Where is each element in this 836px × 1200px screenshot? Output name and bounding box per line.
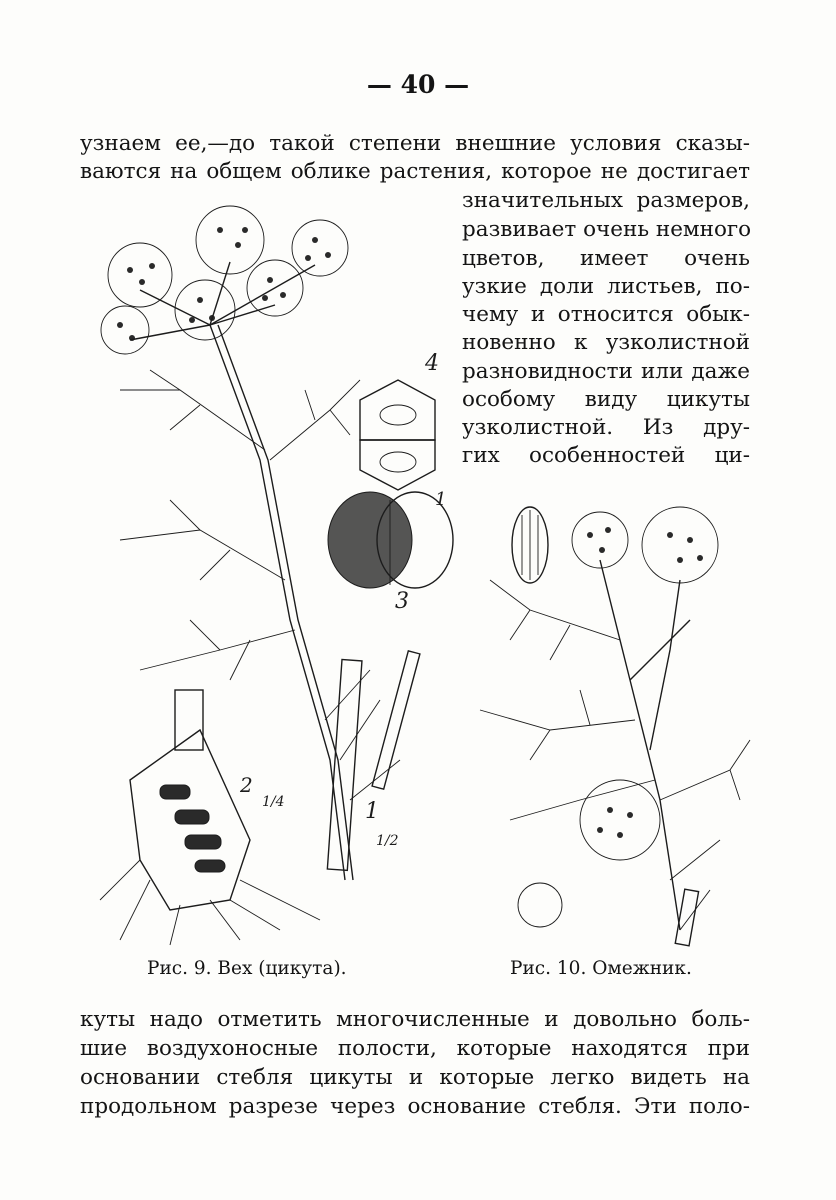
label-3: 3 xyxy=(395,589,409,614)
label-4: 4 xyxy=(425,351,439,376)
leaves xyxy=(480,580,750,930)
text-line: узкие доли листьев, по- xyxy=(462,274,750,299)
stem-segment xyxy=(327,660,362,871)
omezhnik-drawing xyxy=(470,500,760,950)
text-line: основании стебля цикуты и которые легко видеть на xyxy=(80,1065,750,1090)
text-line: продольном разрезе через основание стебля. Эти поло- xyxy=(80,1094,750,1119)
text-line: особому виду цикуты xyxy=(462,387,750,412)
text-line: разновидности или даже xyxy=(462,359,750,384)
text-line: ваются на общем облике растения, которое не достигает xyxy=(80,159,750,184)
umbel-cluster xyxy=(518,507,718,927)
text-line: чему и относится обык- xyxy=(462,302,750,327)
text-line: гих особенностей ци- xyxy=(462,443,750,468)
cicuta-drawing xyxy=(80,200,460,950)
label-half: 1/2 xyxy=(376,833,399,849)
cross-section-detail xyxy=(360,380,435,490)
figure-9-illustration xyxy=(80,200,460,950)
text-line: цветов, имеет очень xyxy=(462,246,750,271)
text-line: значительных размеров, xyxy=(462,188,750,213)
figure-10-caption: Рис. 10. Омежник. xyxy=(510,958,692,979)
text-line: развивает очень немного xyxy=(462,217,752,242)
text-line: узколистной. Из дру- xyxy=(462,415,750,440)
label-2: 2 xyxy=(240,773,253,797)
figure-9-caption: Рис. 9. Вех (цикута). xyxy=(147,958,347,979)
label-1: 1 xyxy=(435,489,447,510)
text-line: новенно к узколистной xyxy=(462,330,750,355)
umbel-rays xyxy=(130,262,315,340)
label-quarter: 1/4 xyxy=(262,794,285,810)
page-number: — 40 — xyxy=(366,70,470,99)
root-section xyxy=(100,690,320,945)
figure-10-illustration xyxy=(470,500,760,950)
text-line: куты надо отметить многочисленные и довольно боль- xyxy=(80,1007,750,1032)
label-1-bottom: 1 xyxy=(365,799,379,824)
text-line: узнаем ее,—до такой степени внешние условия сказы- xyxy=(80,131,750,156)
text-line: шие воздухоносные полости, которые находятся при xyxy=(80,1036,750,1061)
